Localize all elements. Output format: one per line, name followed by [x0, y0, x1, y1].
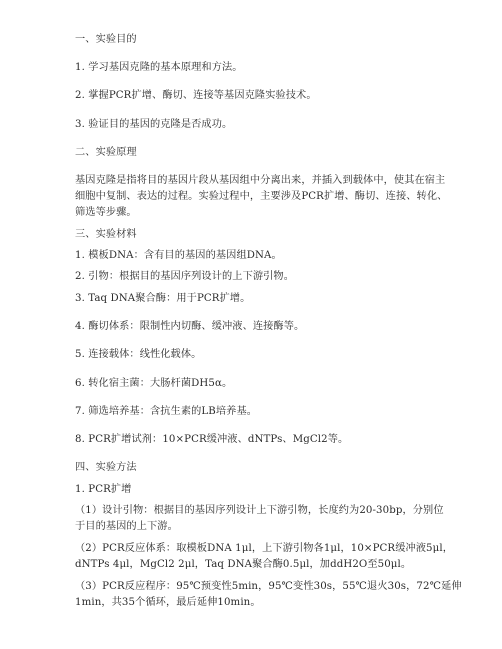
method-step-3-line-2: 1min，共35个循环，最后延伸10min。	[75, 597, 261, 608]
material-item-7: 7. 筛选培养基：含抗生素的LB培养基。	[75, 406, 258, 417]
method-subheading-pcr: 1. PCR扩增	[75, 484, 132, 495]
method-step-1-line-2: 于目的基因的上下游。	[75, 521, 178, 532]
method-step-1-line-1: （1）设计引物：根据目的基因序列设计上下游引物，长度约为20-30bp，分别位	[75, 505, 444, 516]
section-heading-methods: 四、实验方法	[75, 462, 137, 473]
method-step-2-line-2: dNTPs 4μl，MgCl2 2μl，Taq DNA聚合酶0.5μl，加ddH2O至50μl。	[75, 559, 412, 570]
section-heading-objectives: 一、实验目的	[75, 34, 137, 45]
principle-paragraph-line-1: 基因克隆是指将目的基因片段从基因组中分离出来，并插入到载体中，使其在宿主	[75, 175, 446, 186]
material-item-5: 5. 连接载体：线性化载体。	[75, 349, 202, 360]
material-item-8: 8. PCR扩增试剂：10×PCR缓冲液、dNTPs、MgCl2等。	[75, 434, 349, 445]
principle-paragraph-line-3: 筛选等步骤。	[75, 207, 137, 218]
objective-item-2: 2. 掌握PCR扩增、酶切、连接等基因克隆实验技术。	[75, 90, 317, 101]
section-heading-principle: 二、实验原理	[75, 147, 137, 158]
material-item-2: 2. 引物：根据目的基因序列设计的上下游引物。	[75, 271, 295, 282]
method-step-2-line-1: （2）PCR反应体系：取模板DNA 1μl，上下游引物各1μl，10×PCR缓冲液5μl，	[75, 543, 454, 554]
objective-item-1: 1. 学习基因克隆的基本原理和方法。	[75, 62, 243, 73]
material-item-1: 1. 模板DNA：含有目的基因的基因组DNA。	[75, 250, 282, 261]
material-item-6: 6. 转化宿主菌：大肠杆菌DH5α。	[75, 378, 233, 389]
section-heading-materials: 三、实验材料	[75, 229, 137, 240]
objective-item-3: 3. 验证目的基因的克隆是否成功。	[75, 119, 233, 130]
material-item-4: 4. 酶切体系：限制性内切酶、缓冲液、连接酶等。	[75, 321, 305, 332]
material-item-3: 3. Taq DNA聚合酶：用于PCR扩增。	[75, 293, 251, 304]
method-step-3-line-1: （3）PCR反应程序：95℃预变性5min，95℃变性30s，55℃退火30s，72℃延伸	[75, 581, 462, 592]
principle-paragraph-line-2: 细胞中复制、表达的过程。实验过程中，主要涉及PCR扩增、酶切、连接、转化、	[75, 191, 448, 202]
